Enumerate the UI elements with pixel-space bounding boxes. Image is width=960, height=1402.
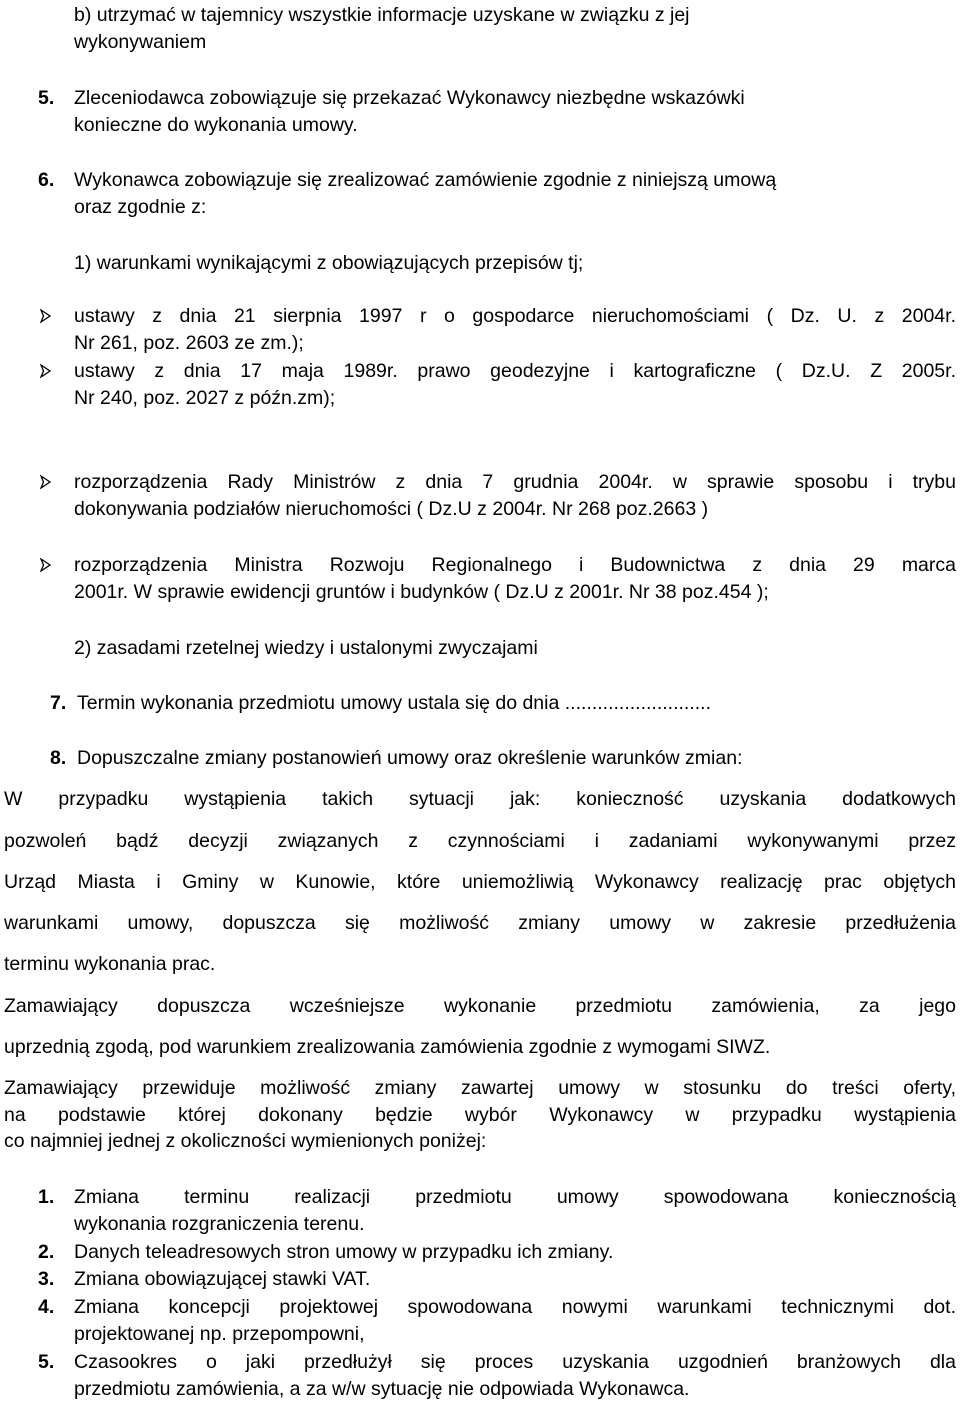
point-8-number: 8. xyxy=(50,747,67,769)
list-item-2-line-1: Danych teleadresowych stron umowy w przypadku ich zmiany. xyxy=(74,1241,614,1263)
paragraph-3-line-3: co najmniej jednej z okoliczności wymienionych poniżej: xyxy=(4,1130,487,1152)
paragraph-2-line-1: Zamawiający dopuszcza wcześniejsze wykonanie przedmiotu zamówienia, za jego xyxy=(4,995,956,1017)
list-item-3-number: 3. xyxy=(38,1268,55,1290)
paragraph-2-line-2: uprzednią zgodą, pod warunkiem zrealizowania zamówienia zgodnie z wymogami SIWZ. xyxy=(4,1036,771,1058)
list-item-1-line-1: Zmiana terminu realizacji przedmiotu umowy spowodowana koniecznością xyxy=(74,1186,956,1208)
bullet-1-line-1: ustawy z dnia 21 sierpnia 1997 r o gospodarce nieruchomościami ( Dz. U. z 2004r. xyxy=(74,305,956,327)
paragraph-1-line-5: terminu wykonania prac. xyxy=(4,953,216,975)
arrow-bullet-icon xyxy=(38,364,52,378)
point-8-text: Dopuszczalne zmiany postanowień umowy oraz określenie warunków zmian: xyxy=(77,747,743,769)
point-6-line-1: Wykonawca zobowiązuje się zrealizować zamówienie zgodnie z niniejszą umową xyxy=(74,169,777,191)
list-item-1-line-2: wykonania rozgraniczenia terenu. xyxy=(74,1213,365,1235)
list-item-3-line-1: Zmiana obowiązującej stawki VAT. xyxy=(74,1268,371,1290)
list-item-4-line-2: projektowanej np. przepompowni, xyxy=(74,1323,365,1345)
list-item-5-line-1: Czasookres o jaki przedłużył się proces uzyskania uzgodnień branżowych dla xyxy=(74,1351,956,1373)
paragraph-1-line-3: Urząd Miasta i Gminy w Kunowie, które uniemożliwią Wykonawcy realizację prac objętych xyxy=(4,871,956,893)
list-item-5-line-2: przedmiotu zamówienia, a za w/w sytuację nie odpowiada Wykonawca. xyxy=(74,1378,690,1400)
arrow-bullet-icon xyxy=(38,558,52,572)
subpoint-2: 2) zasadami rzetelnej wiedzy i ustalonymi zwyczajami xyxy=(74,637,538,659)
arrow-bullet-icon xyxy=(38,475,52,489)
arrow-bullet-icon xyxy=(38,309,52,323)
paragraph-1-line-2: pozwoleń bądź decyzji związanych z czynnościami i zadaniami wykonywanymi przez xyxy=(4,830,956,852)
item-b-line-2: wykonywaniem xyxy=(74,31,207,53)
paragraph-1-line-4: warunkami umowy, dopuszcza się możliwość zmiany umowy w zakresie przedłużenia xyxy=(4,912,956,934)
bullet-2-line-1: ustawy z dnia 17 maja 1989r. prawo geodezyjne i kartograficzne ( Dz.U. Z 2005r. xyxy=(74,360,956,382)
paragraph-3-line-2: na podstawie której dokonany będzie wybór Wykonawcy w przypadku wystąpienia xyxy=(4,1104,956,1126)
item-b-line-1: b) utrzymać w tajemnicy wszystkie informacje uzyskane w związku z jej xyxy=(74,4,690,26)
bullet-3-line-1: rozporządzenia Rady Ministrów z dnia 7 grudnia 2004r. w sprawie sposobu i trybu xyxy=(74,471,956,493)
paragraph-1-line-1: W przypadku wystąpienia takich sytuacji jak: konieczność uzyskania dodatkowych xyxy=(4,788,956,810)
point-5-line-1: Zleceniodawca zobowiązuje się przekazać Wykonawcy niezbędne wskazówki xyxy=(74,87,745,109)
point-7-number: 7. xyxy=(50,692,67,714)
point-6-line-2: oraz zgodnie z: xyxy=(74,196,207,218)
bullet-4-line-1: rozporządzenia Ministra Rozwoju Regionalnego i Budownictwa z dnia 29 marca xyxy=(74,554,956,576)
bullet-3-line-2: dokonywania podziałów nieruchomości ( Dz.U z 2004r. Nr 268 poz.2663 ) xyxy=(74,498,709,520)
list-item-5-number: 5. xyxy=(38,1351,55,1373)
bullet-2-line-2: Nr 240, poz. 2027 z późn.zm); xyxy=(74,387,336,409)
bullet-4-line-2: 2001r. W sprawie ewidencji gruntów i budynków ( Dz.U z 2001r. Nr 38 poz.454 ); xyxy=(74,581,769,603)
list-item-2-number: 2. xyxy=(38,1241,55,1263)
subpoint-1: 1) warunkami wynikającymi z obowiązujących przepisów tj; xyxy=(74,252,584,274)
list-item-4-number: 4. xyxy=(38,1296,55,1318)
point-5-line-2: konieczne do wykonania umowy. xyxy=(74,114,358,136)
bullet-1-line-2: Nr 261, poz. 2603 ze zm.); xyxy=(74,332,304,354)
list-item-4-line-1: Zmiana koncepcji projektowej spowodowana nowymi warunkami technicznymi dot. xyxy=(74,1296,956,1318)
paragraph-3-line-1: Zamawiający przewiduje możliwość zmiany zawartej umowy w stosunku do treści oferty, xyxy=(4,1077,956,1099)
point-7-text: Termin wykonania przedmiotu umowy ustala się do dnia ........................... xyxy=(77,692,712,714)
point-5-number: 5. xyxy=(38,87,55,109)
list-item-1-number: 1. xyxy=(38,1186,55,1208)
point-6-number: 6. xyxy=(38,169,55,191)
